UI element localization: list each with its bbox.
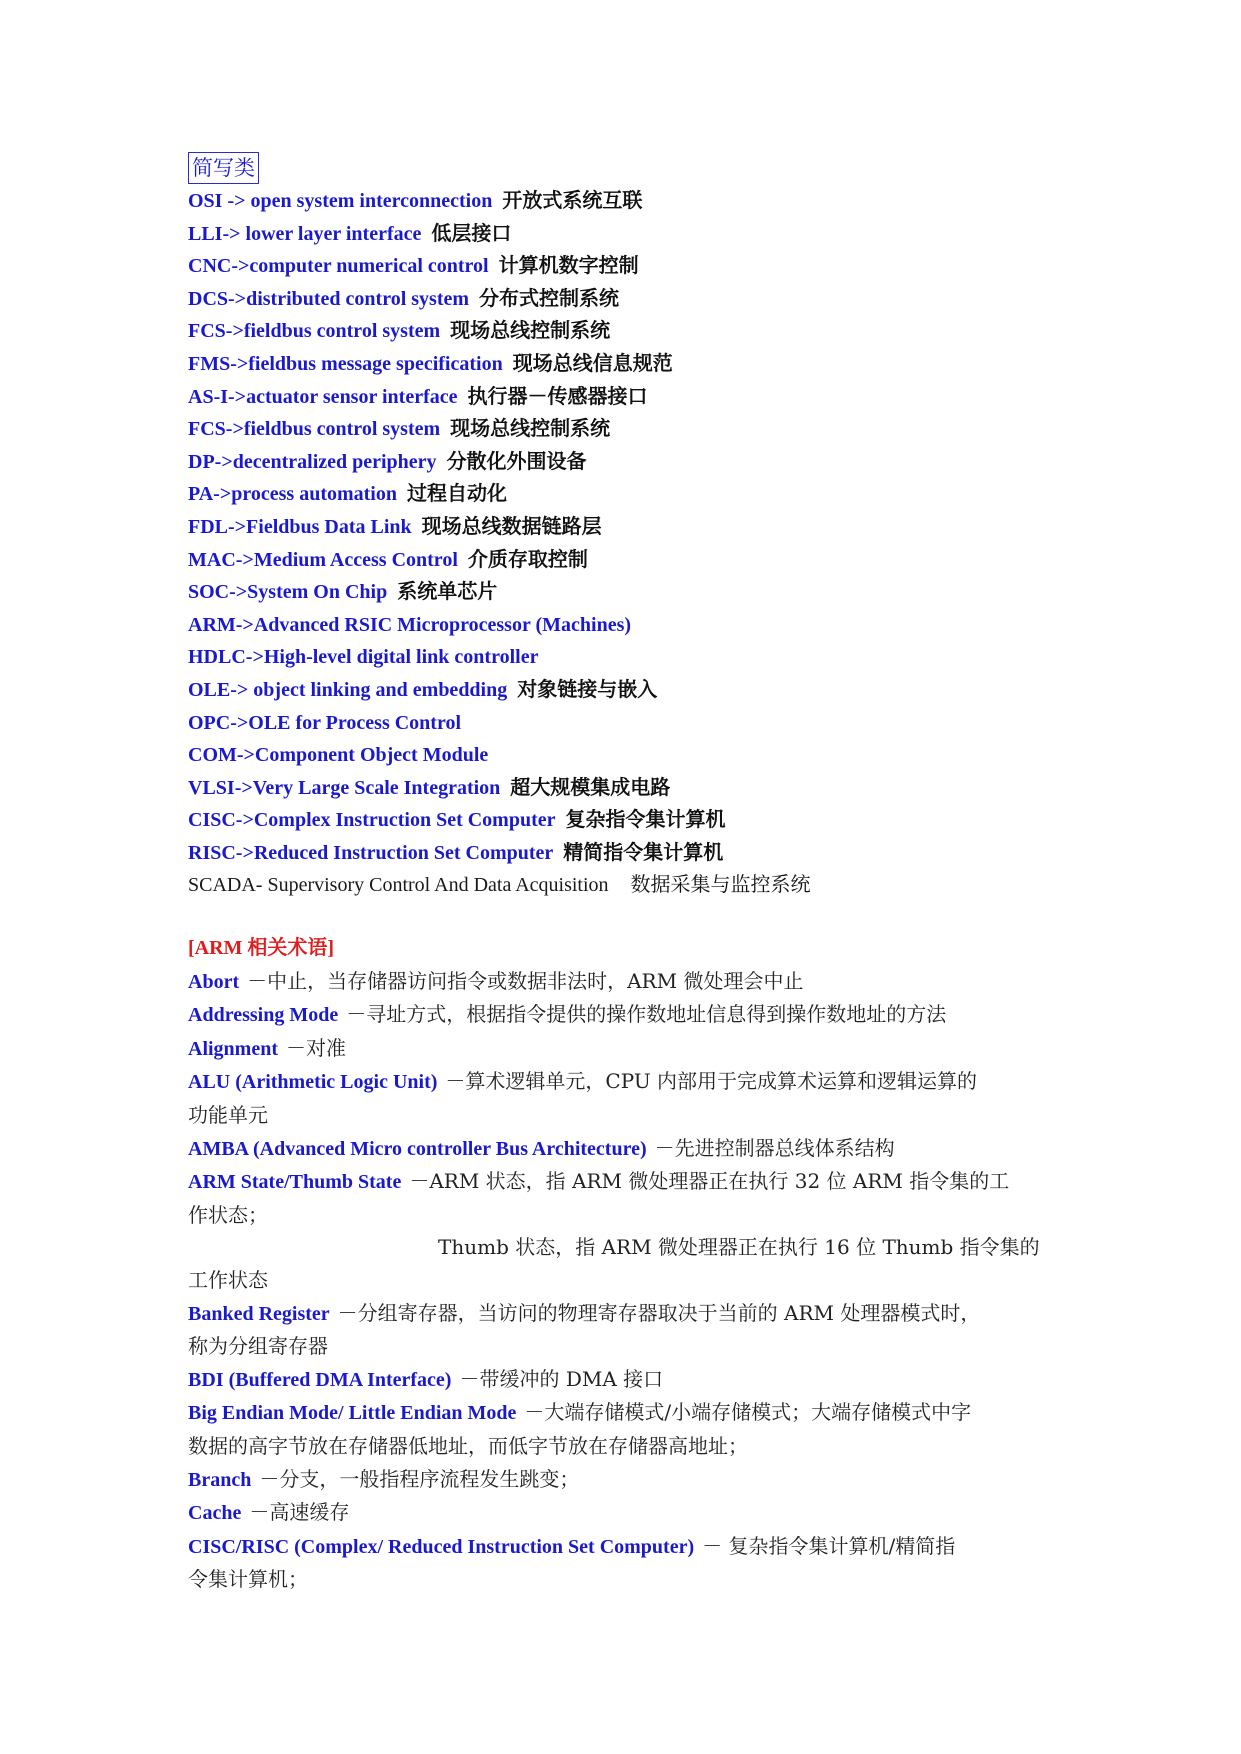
term-entry: [188, 1297, 1068, 1331]
term-entry: [188, 1496, 1068, 1530]
abbreviation-term: RISC->Reduced Instruction Set Computer: [188, 841, 554, 864]
abbreviation-term: AS-I->actuator sensor interface: [188, 385, 458, 408]
abbreviation-row: [188, 608, 1068, 641]
term-entry: [188, 965, 1068, 999]
term-definition: －分支，一般指程序流程发生跳变；: [259, 1466, 580, 1491]
term-definition: －大端存储模式/小端存储模式；大端存储模式中字: [524, 1400, 972, 1425]
abbreviation-term: CISC->Complex Instruction Set Computer: [188, 809, 556, 832]
abbreviation-row: [188, 673, 1068, 706]
abbreviation-chinese: 超大规模集成电路: [510, 774, 671, 799]
term-name: Banked Register: [188, 1302, 330, 1325]
abbreviation-term: PA->process automation: [188, 483, 397, 506]
abbreviation-row: [188, 380, 1068, 413]
term-entry: [188, 1065, 1068, 1099]
abbreviation-chinese: 计算机数字控制: [498, 253, 639, 278]
abbreviation-row: [188, 575, 1068, 608]
term-definition: －算术逻辑单元，CPU 内部用于完成算术运算和逻辑运算的: [445, 1069, 978, 1094]
term-name: Abort: [188, 970, 240, 993]
term-definition-continued: 令集计算机；: [188, 1567, 308, 1592]
term-name: Branch: [188, 1468, 252, 1491]
term-definition: － 复杂指令集计算机/精简指: [702, 1533, 956, 1558]
abbreviation-row: [188, 706, 1068, 739]
abbreviation-row: [188, 477, 1068, 510]
abbreviation-row: [188, 412, 1068, 445]
abbreviation-term: DP->decentralized periphery: [188, 450, 437, 473]
term-definition: －高速缓存: [249, 1500, 350, 1525]
abbreviation-chinese: 分散化外围设备: [446, 448, 587, 473]
term-definition: －ARM 状态，指 ARM 微处理器正在执行 32 位 ARM 指令集的工: [409, 1169, 1010, 1194]
abbreviation-row: [188, 314, 1068, 347]
abbreviation-chinese: 现场总线信息规范: [512, 350, 673, 375]
abbreviation-chinese: 现场总线控制系统: [450, 416, 611, 441]
term-definition-continued: 作状态；: [188, 1202, 268, 1227]
abbreviation-row: [188, 738, 1068, 771]
abbreviation-chinese: 复杂指令集计算机: [565, 807, 726, 832]
term-name: BDI (Buffered DMA Interface): [188, 1368, 452, 1391]
arm-section-title: [ARM 相关术语]: [188, 937, 335, 960]
term-definition: －带缓冲的 DMA 接口: [459, 1366, 664, 1391]
abbreviation-row: [188, 217, 1068, 250]
term-name: AMBA (Advanced Micro controller Bus Architecture): [188, 1137, 647, 1160]
term-entry: [188, 1530, 1068, 1564]
abbreviation-chinese: 现场总线控制系统: [450, 318, 611, 343]
abbreviation-row: [188, 868, 1068, 901]
term-definition-continued: 功能单元: [188, 1103, 268, 1128]
abbreviation-row: [188, 803, 1068, 836]
abbreviation-term: HDLC->High-level digital link controller: [188, 646, 539, 669]
abbreviation-chinese: 分布式控制系统: [479, 285, 620, 310]
abbreviation-term: CNC->computer numerical control: [188, 255, 489, 278]
term-definition: －先进控制器总线体系结构: [654, 1135, 895, 1160]
term-definition: －中止，当存储器访问指令或数据非法时，ARM 微处理会中止: [247, 968, 804, 993]
abbreviation-term: FCS->fieldbus control system: [188, 320, 441, 343]
abbreviation-row: [188, 347, 1068, 380]
abbreviation-term: COM->Component Object Module: [188, 744, 489, 767]
abbreviations-heading: 简写类: [188, 152, 259, 184]
term-definition-continued: 称为分组寄存器: [188, 1334, 328, 1359]
abbreviation-term: DCS->distributed control system: [188, 287, 470, 310]
abbreviation-term: SCADA- Supervisory Control And Data Acquisition: [188, 874, 609, 897]
abbreviation-term: SOC->System On Chip: [188, 581, 388, 604]
term-name: Addressing Mode: [188, 1004, 339, 1027]
abbreviation-chinese: 对象链接与嵌入: [517, 676, 658, 701]
abbreviation-term: FCS->fieldbus control system: [188, 418, 441, 441]
term-entry: [188, 998, 1068, 1032]
abbreviation-row: [188, 184, 1068, 217]
abbreviation-row: [188, 543, 1068, 576]
term-definition: －对准: [286, 1035, 346, 1060]
abbreviation-row: [188, 282, 1068, 315]
abbreviation-term: FMS->fieldbus message specification: [188, 352, 503, 375]
abbreviation-list: [188, 184, 1068, 901]
abbreviation-row: [188, 771, 1068, 804]
abbreviation-chinese: 执行器－传感器接口: [467, 383, 648, 408]
abbreviation-chinese: 过程自动化: [406, 481, 507, 506]
abbreviation-term: OPC->OLE for Process Control: [188, 711, 462, 734]
abbreviation-row: [188, 249, 1068, 282]
abbreviation-row: [188, 510, 1068, 543]
term-entry: [188, 1396, 1068, 1430]
term-definition-continued: 数据的高字节放在存储器低地址，而低字节放在存储器高地址；: [188, 1433, 748, 1458]
arm-terms-list: [188, 965, 1068, 1596]
term-definition: －分组寄存器，当访问的物理寄存器取决于当前的 ARM 处理器模式时，: [337, 1300, 981, 1325]
term-entry: [188, 1165, 1068, 1199]
term-name: Alignment: [188, 1037, 278, 1060]
abbreviation-chinese: 介质存取控制: [467, 546, 588, 571]
abbreviation-term: OSI -> open system interconnection: [188, 190, 493, 212]
abbreviation-row: [188, 836, 1068, 869]
term-entry: [188, 1132, 1068, 1166]
abbreviation-term: VLSI->Very Large Scale Integration: [188, 776, 501, 799]
abbreviation-term: MAC->Medium Access Control: [188, 548, 458, 571]
term-name: Big Endian Mode/ Little Endian Mode: [188, 1402, 517, 1425]
abbreviation-chinese: 数据采集与监控系统: [630, 872, 811, 897]
term-entry: [188, 1032, 1068, 1066]
term-definition-continued: Thumb 状态，指 ARM 微处理器正在执行 16 位 Thumb 指令集的: [438, 1235, 1040, 1260]
term-entry: [188, 1363, 1068, 1397]
abbreviation-row: [188, 445, 1068, 478]
abbreviation-chinese: 精简指令集计算机: [563, 839, 724, 864]
abbreviation-term: LLI-> lower layer interface: [188, 222, 422, 245]
term-name: Cache: [188, 1502, 242, 1525]
abbreviation-chinese: 开放式系统互联: [502, 188, 643, 212]
term-name: ALU (Arithmetic Logic Unit): [188, 1071, 438, 1094]
abbreviation-term: FDL->Fieldbus Data Link: [188, 515, 412, 538]
term-entry: [188, 1463, 1068, 1497]
term-definition: －寻址方式，根据指令提供的操作数地址信息得到操作数地址的方法: [346, 1002, 947, 1027]
document-page: [188, 152, 1068, 1596]
abbreviation-row: [188, 640, 1068, 673]
term-definition-continued: 工作状态: [188, 1268, 268, 1292]
abbreviation-chinese: 系统单芯片: [397, 579, 498, 604]
term-name: CISC/RISC (Complex/ Reduced Instruction Set Computer): [188, 1535, 695, 1558]
abbreviation-term: ARM->Advanced RSIC Microprocessor (Machines): [188, 613, 632, 636]
term-name: ARM State/Thumb State: [188, 1171, 402, 1194]
abbreviation-chinese: 低层接口: [431, 220, 512, 245]
abbreviation-term: OLE-> object linking and embedding: [188, 678, 508, 701]
abbreviation-chinese: 现场总线数据链路层: [421, 513, 602, 538]
